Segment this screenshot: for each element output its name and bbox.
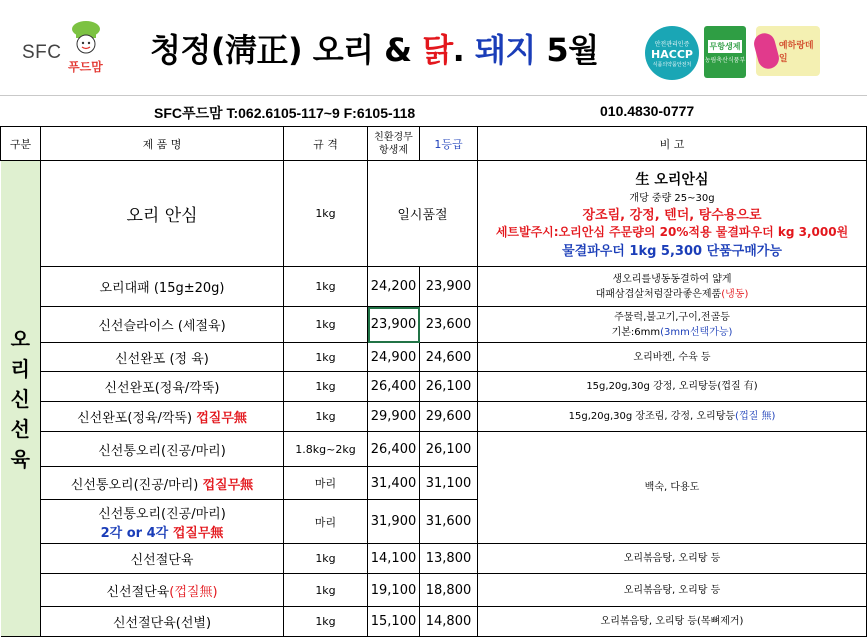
product-name: 신선절단육 xyxy=(41,544,284,574)
col-category: 구분 xyxy=(1,127,41,161)
product-name: 오리대패 (15g±20g) xyxy=(41,267,284,307)
product-name xyxy=(41,402,284,432)
haccp-badge xyxy=(645,26,699,80)
product-name: 신선완포(정육/깍뚝) xyxy=(41,372,284,402)
table-row xyxy=(1,432,867,467)
product-name xyxy=(41,574,284,607)
skinless-tag: 껍질무無 xyxy=(202,477,254,493)
table-row xyxy=(1,372,867,402)
product-name: 신선절단육(선별) xyxy=(41,607,284,637)
grade-price: 23,600 xyxy=(420,307,478,343)
product-spec: 1kg xyxy=(284,343,368,372)
product-name-text: 신선통오리(진공/마리) xyxy=(70,477,203,493)
product-spec: 마리 xyxy=(284,467,368,500)
haccp-label: HACCP xyxy=(651,47,693,61)
col-grade: 1등급 xyxy=(420,127,478,161)
product-spec: 1kg xyxy=(284,372,368,402)
product-name-text: 신선절단육 xyxy=(106,584,170,600)
organic-sub: 농림축산식품부 xyxy=(704,57,746,64)
category-label xyxy=(1,324,41,474)
skinless-tag: 껍질무無 xyxy=(172,525,224,541)
table-row xyxy=(1,607,867,637)
product-spec: 1kg xyxy=(284,267,368,307)
note-text: 기본:6mm xyxy=(611,326,661,338)
eco-price: 26,400 xyxy=(368,372,420,402)
product-name xyxy=(41,467,284,500)
eco-price: 일시품절 xyxy=(368,161,478,267)
product-spec: 1kg xyxy=(284,544,368,574)
table-row xyxy=(1,574,867,607)
category-char: 육 xyxy=(10,446,30,471)
eco-price: 26,400 xyxy=(368,432,420,467)
product-spec: 마리 xyxy=(284,500,368,544)
grade-price: 23,900 xyxy=(420,267,478,307)
product-spec: 1.8kg~2kg xyxy=(284,432,368,467)
title-chicken: 닭 xyxy=(422,31,453,69)
product-note: 15g,20g,30g 강정, 오리탕등(껍질 有) xyxy=(478,372,867,402)
eco-price: 24,900 xyxy=(368,343,420,372)
product-note: 백숙, 다용도 xyxy=(478,432,867,544)
table-row xyxy=(1,161,867,267)
note-option: (3mm선택가능) xyxy=(660,326,733,338)
product-name-text: 신선통오리(진공/마리) xyxy=(98,506,226,522)
contact-bar xyxy=(0,95,867,127)
col-eco-line1: 친환경무 xyxy=(374,131,413,143)
product-name: 신선슬라이스 (세절육) xyxy=(41,307,284,343)
haccp-sub: 식품의약품안전처 xyxy=(652,61,692,68)
skinless-tag: (껍질無) xyxy=(169,584,218,600)
category-char: 선 xyxy=(10,416,30,441)
table-row xyxy=(1,402,867,432)
antibiotic-free-badge xyxy=(704,26,746,78)
chef-icon xyxy=(70,20,102,54)
note-text: 15g,20g,30g 장조림, 강정, 오리탕등 xyxy=(568,411,736,422)
grade-price: 24,600 xyxy=(420,343,478,372)
product-note: 오리바켄, 수육 등 xyxy=(478,343,867,372)
product-note xyxy=(478,307,867,343)
brand-sfc: SFC xyxy=(22,42,62,63)
contact-phone: 010.4830-0777 xyxy=(600,103,695,119)
title-dot: . xyxy=(452,31,475,69)
eco-price: 31,900 xyxy=(368,500,420,544)
brand-logo xyxy=(22,18,112,78)
eco-price: 19,100 xyxy=(368,574,420,607)
note-line: 주물럭,불고기,구이,전골등 xyxy=(614,311,730,323)
category-char: 리 xyxy=(10,356,30,381)
product-spec: 1kg xyxy=(284,307,368,343)
skinless-tag: 껍질무無 xyxy=(196,411,247,426)
category-char: 신 xyxy=(10,386,30,411)
table-row xyxy=(1,544,867,574)
note-line: 생오리를냉동동결하여 얇게 xyxy=(612,273,732,285)
table-row xyxy=(1,343,867,372)
heart-icon xyxy=(752,31,781,71)
product-name-sub xyxy=(41,522,283,541)
note-line xyxy=(478,287,866,302)
note-title xyxy=(478,169,866,189)
organic-label: 무항생제 xyxy=(709,42,741,51)
contact-line: SFC푸드맘 T:062.6105-117~9 F:6105-118 xyxy=(154,105,416,121)
product-name-text: 신선완포(정육/깍뚝) xyxy=(77,411,197,426)
title-pork: 돼지 xyxy=(474,31,536,69)
eco-price: 31,400 xyxy=(368,467,420,500)
title-part1: 청정(淸正) 오리 & xyxy=(150,31,423,69)
note-title-text: 오리안심 xyxy=(649,171,709,188)
note-weight: 개당 중량 25~30g xyxy=(629,192,715,204)
product-note: 오리볶음탕, 오리탕 등 xyxy=(478,574,867,607)
product-spec: 1kg xyxy=(284,607,368,637)
eco-price: 24,200 xyxy=(368,267,420,307)
price-table xyxy=(0,126,867,637)
brand-mom: 푸드맘 xyxy=(68,60,103,74)
col-product: 제 품 명 xyxy=(41,127,284,161)
note-line xyxy=(478,325,866,340)
product-spec: 1kg xyxy=(284,161,368,267)
header xyxy=(0,0,867,95)
note-set-order: 세트발주시:오리안심 주문량의 20%적용 물결파우더 kg 3,000원 xyxy=(495,224,849,239)
page-title xyxy=(150,25,599,71)
col-eco-line2: 항생제 xyxy=(379,144,408,156)
product-note: 오리볶음탕, 오리탕 등(목뼈제거) xyxy=(478,607,867,637)
cut-option: 2각 or 4각 xyxy=(100,525,173,541)
product-note xyxy=(478,161,867,267)
eco-price: 29,900 xyxy=(368,402,420,432)
product-name xyxy=(41,500,284,544)
col-note: 비 고 xyxy=(478,127,867,161)
promo-label: 예하랑데일 xyxy=(778,41,814,64)
product-spec: 1kg xyxy=(284,574,368,607)
category-cell xyxy=(1,161,41,637)
note-skinless: (껍질 無) xyxy=(735,411,776,422)
note-raw: 生 xyxy=(635,171,650,188)
grade-price: 31,600 xyxy=(420,500,478,544)
product-note: 오리볶음탕, 오리탕 등 xyxy=(478,544,867,574)
category-char: 오 xyxy=(10,326,30,351)
grade-price: 14,800 xyxy=(420,607,478,637)
grade-price: 18,800 xyxy=(420,574,478,607)
table-header xyxy=(1,127,867,161)
haccp-top: 안전관리인증 xyxy=(654,40,690,48)
eco-price: 14,100 xyxy=(368,544,420,574)
table-row xyxy=(1,307,867,343)
product-note xyxy=(478,402,867,432)
grade-price: 26,100 xyxy=(420,372,478,402)
note-powder: 물결파우더 1kg 5,300 단품구매가능 xyxy=(562,243,782,259)
col-eco xyxy=(368,127,420,161)
note-frozen: (냉동) xyxy=(721,288,749,300)
grade-price: 13,800 xyxy=(420,544,478,574)
note-uses: 장조림, 강정, 텐더, 탕수용으로 xyxy=(582,207,762,223)
title-month: 5월 xyxy=(535,31,599,69)
note-text: 대패삼겹살처럼잘라좋은제품 xyxy=(595,288,722,300)
col-spec: 규 격 xyxy=(284,127,368,161)
grade-price: 31,100 xyxy=(420,467,478,500)
product-name: 오리 안심 xyxy=(41,161,284,267)
grade-price: 29,600 xyxy=(420,402,478,432)
product-name: 신선완포 (정 육) xyxy=(41,343,284,372)
table-row xyxy=(1,267,867,307)
grade-price: 26,100 xyxy=(420,432,478,467)
eco-price[interactable]: 23,900 xyxy=(368,307,420,343)
product-note xyxy=(478,267,867,307)
eco-price: 15,100 xyxy=(368,607,420,637)
promo-badge xyxy=(756,26,820,76)
product-name: 신선통오리(진공/마리) xyxy=(41,432,284,467)
product-spec: 1kg xyxy=(284,402,368,432)
